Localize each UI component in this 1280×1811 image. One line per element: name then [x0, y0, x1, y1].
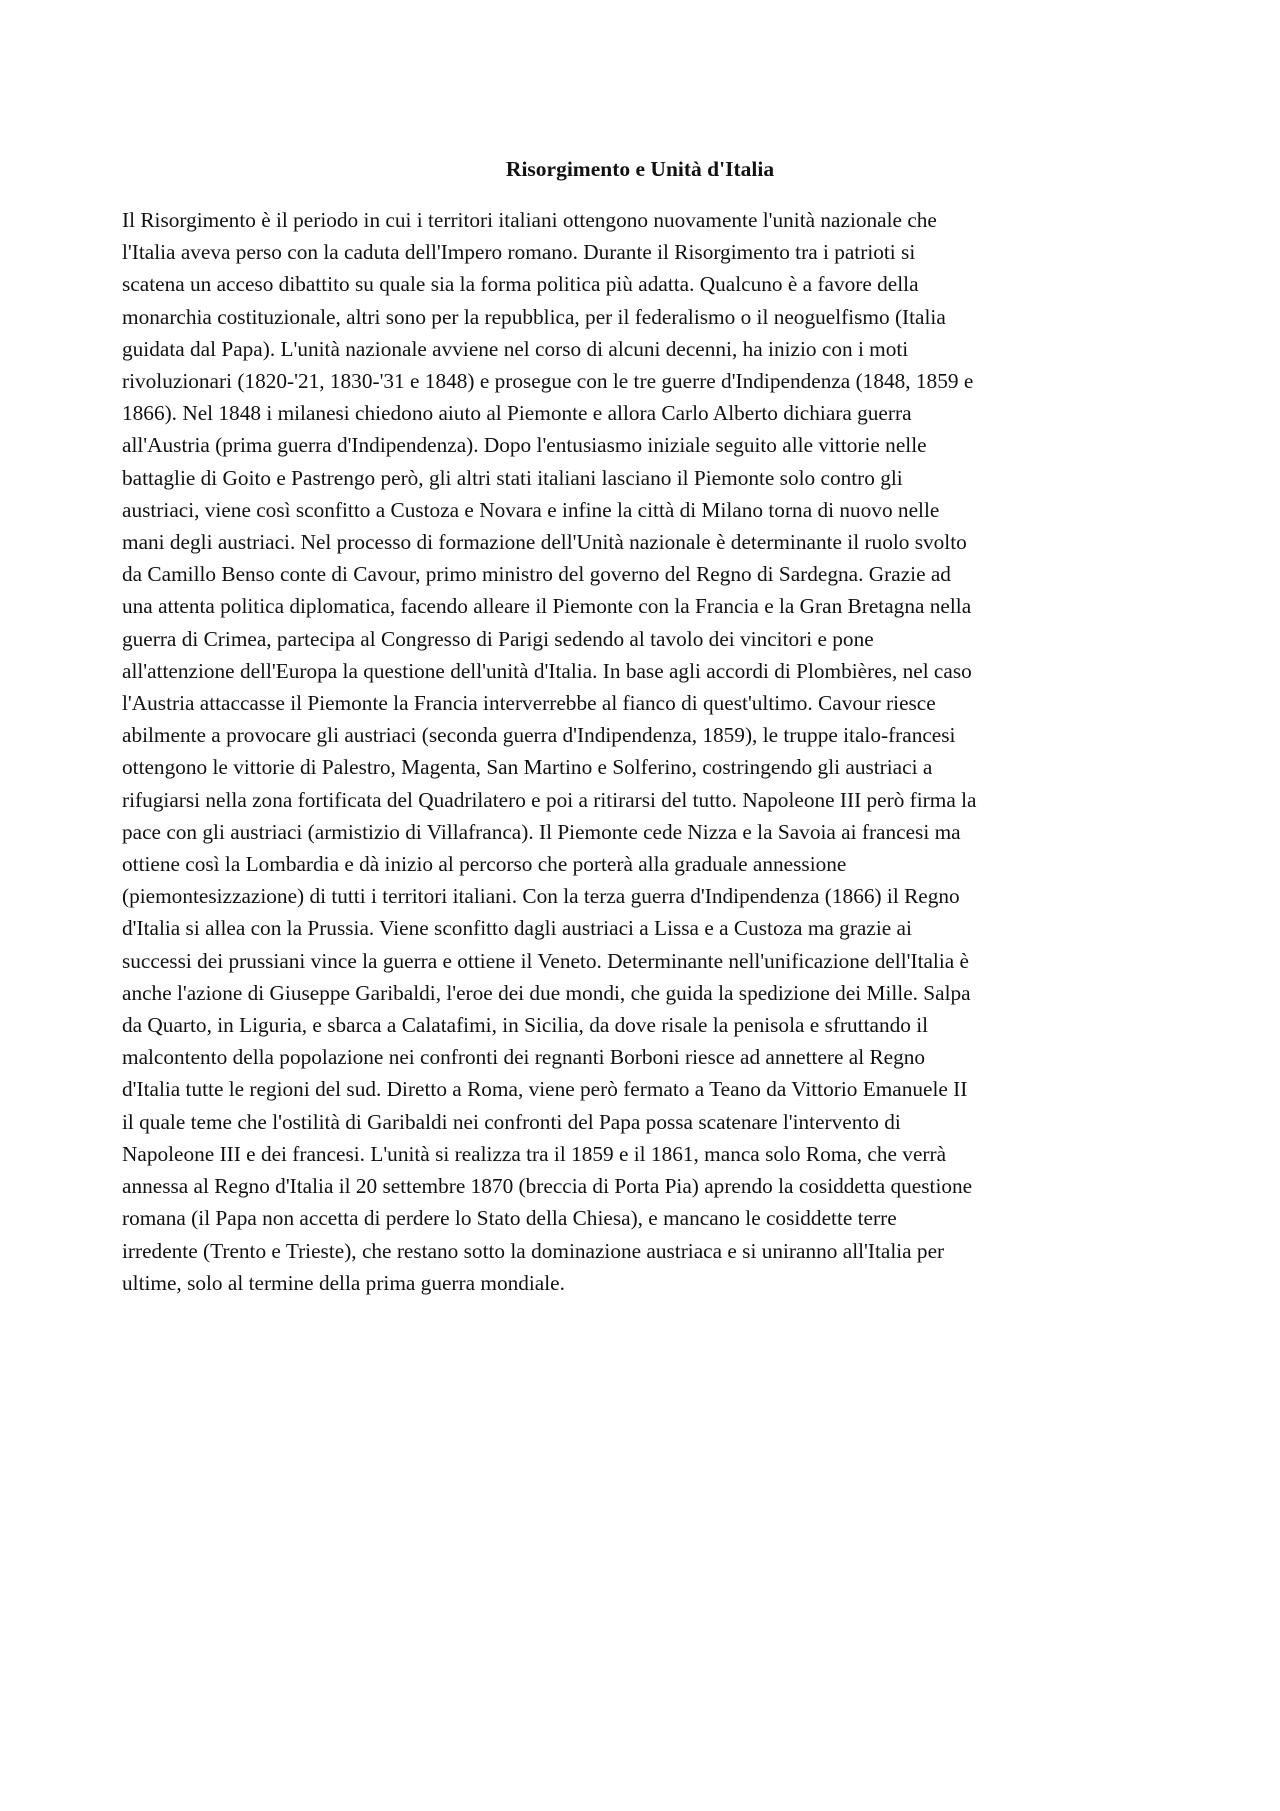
body-line: il quale teme che l'ostilità di Garibaldi nei confronti del Papa possa scatenare l'intervento di — [122, 1109, 901, 1134]
body-line: monarchia costituzionale, altri sono per la repubblica, per il federalismo o il neoguelfismo (Italia — [122, 304, 946, 329]
body-line: una attenta politica diplomatica, facendo alleare il Piemonte con la Francia e la Gran Bretagna nella — [122, 594, 972, 619]
body-line: Napoleone III e dei francesi. L'unità si realizza tra il 1859 e il 1861, manca solo Roma, che verrà — [122, 1141, 947, 1166]
body-line: scatena un acceso dibattito su quale sia la forma politica più adatta. Qualcuno è a favore della — [122, 272, 919, 297]
body-line: ottiene così la Lombardia e dà inizio al percorso che porterà alla graduale annessione — [122, 852, 847, 877]
body-line: d'Italia tutte le regioni del sud. Diretto a Roma, viene però fermato a Teano da Vittorio Emanuele II — [122, 1077, 968, 1102]
body-line: abilmente a provocare gli austriaci (seconda guerra d'Indipendenza, 1859), le truppe italo-francesi — [122, 723, 956, 748]
body-line: austriaci, viene così sconfitto a Custoza e Novara e infine la città di Milano torna di nuovo nelle — [122, 497, 940, 522]
body-line: ottengono le vittorie di Palestro, Magenta, San Martino e Solferino, costringendo gli austriaci a — [122, 755, 933, 780]
body-line: guidata dal Papa). L'unità nazionale avviene nel corso di alcuni decenni, ha inizio con i moti — [122, 336, 909, 361]
body-line: rivoluzionari (1820-'21, 1830-'31 e 1848) e prosegue con le tre guerre d'Indipendenza (1848, 1859 e — [122, 369, 974, 394]
body-line: Il Risorgimento è il periodo in cui i territori italiani ottengono nuovamente l'unità nazionale che — [122, 208, 937, 232]
body-line: anche l'azione di Giuseppe Garibaldi, l'eroe dei due mondi, che guida la spedizione dei Mille. Salpa — [122, 980, 971, 1005]
body-line: malcontento della popolazione nei confronti dei regnanti Borboni riesce ad annettere al Regno — [122, 1045, 926, 1070]
body-line: guerra di Crimea, partecipa al Congresso di Parigi sedendo al tavolo dei vincitori e pone — [122, 626, 874, 651]
body-line: (piemontesizzazione) di tutti i territori italiani. Con la terza guerra d'Indipendenza (1866) il Regno — [122, 884, 960, 909]
body-line: mani degli austriaci. Nel processo di formazione dell'Unità nazionale è determinante il ruolo svolto — [122, 530, 967, 555]
body-line: 1866). Nel 1848 i milanesi chiedono aiuto al Piemonte e allora Carlo Alberto dichiara guerra — [122, 401, 912, 426]
document-body — [122, 204, 1167, 1299]
body-line: ultime, solo al termine della prima guerra mondiale. — [122, 1270, 565, 1295]
document-title: Risorgimento e Unità d'Italia — [505, 157, 775, 181]
body-line: all'attenzione dell'Europa la questione dell'unità d'Italia. In base agli accordi di Plombières, nel caso — [122, 658, 972, 683]
body-line: da Quarto, in Liguria, e sbarca a Calatafimi, in Sicilia, da dove risale la penisola e sfruttando il — [122, 1013, 929, 1038]
body-line: l'Austria attaccasse il Piemonte la Francia interverrebbe al fianco di quest'ultimo. Cavour riesce — [122, 691, 936, 716]
body-line: irredente (Trento e Trieste), che restano sotto la dominazione austriaca e si uniranno all'Italia per — [122, 1238, 945, 1263]
body-line: da Camillo Benso conte di Cavour, primo ministro del governo del Regno di Sardegna. Grazie ad — [122, 562, 951, 587]
body-line: l'Italia aveva perso con la caduta dell'Impero romano. Durante il Risorgimento tra i patrioti si — [122, 240, 916, 265]
body-line: pace con gli austriaci (armistizio di Villafranca). Il Piemonte cede Nizza e la Savoia ai francesi ma — [122, 819, 961, 844]
body-line: battaglie di Goito e Pastrengo però, gli altri stati italiani lasciano il Piemonte solo contro gli — [122, 465, 903, 490]
body-line: successi dei prussiani vince la guerra e ottiene il Veneto. Determinante nell'unificazione dell'Italia è — [122, 948, 969, 973]
body-line: rifugiarsi nella zona fortificata del Quadrilatero e poi a ritirarsi del tutto. Napoleone III però firma la — [122, 787, 977, 812]
body-line: romana (il Papa non accetta di perdere lo Stato della Chiesa), e mancano le cosiddette terre — [122, 1206, 897, 1231]
body-line: all'Austria (prima guerra d'Indipendenza). Dopo l'entusiasmo iniziale seguito alle vittorie nelle — [122, 433, 927, 458]
body-line: d'Italia si allea con la Prussia. Viene sconfitto dagli austriaci a Lissa e a Custoza ma grazie ai — [122, 916, 912, 941]
body-line: annessa al Regno d'Italia il 20 settembre 1870 (breccia di Porta Pia) aprendo la cosiddetta questione — [122, 1174, 973, 1199]
